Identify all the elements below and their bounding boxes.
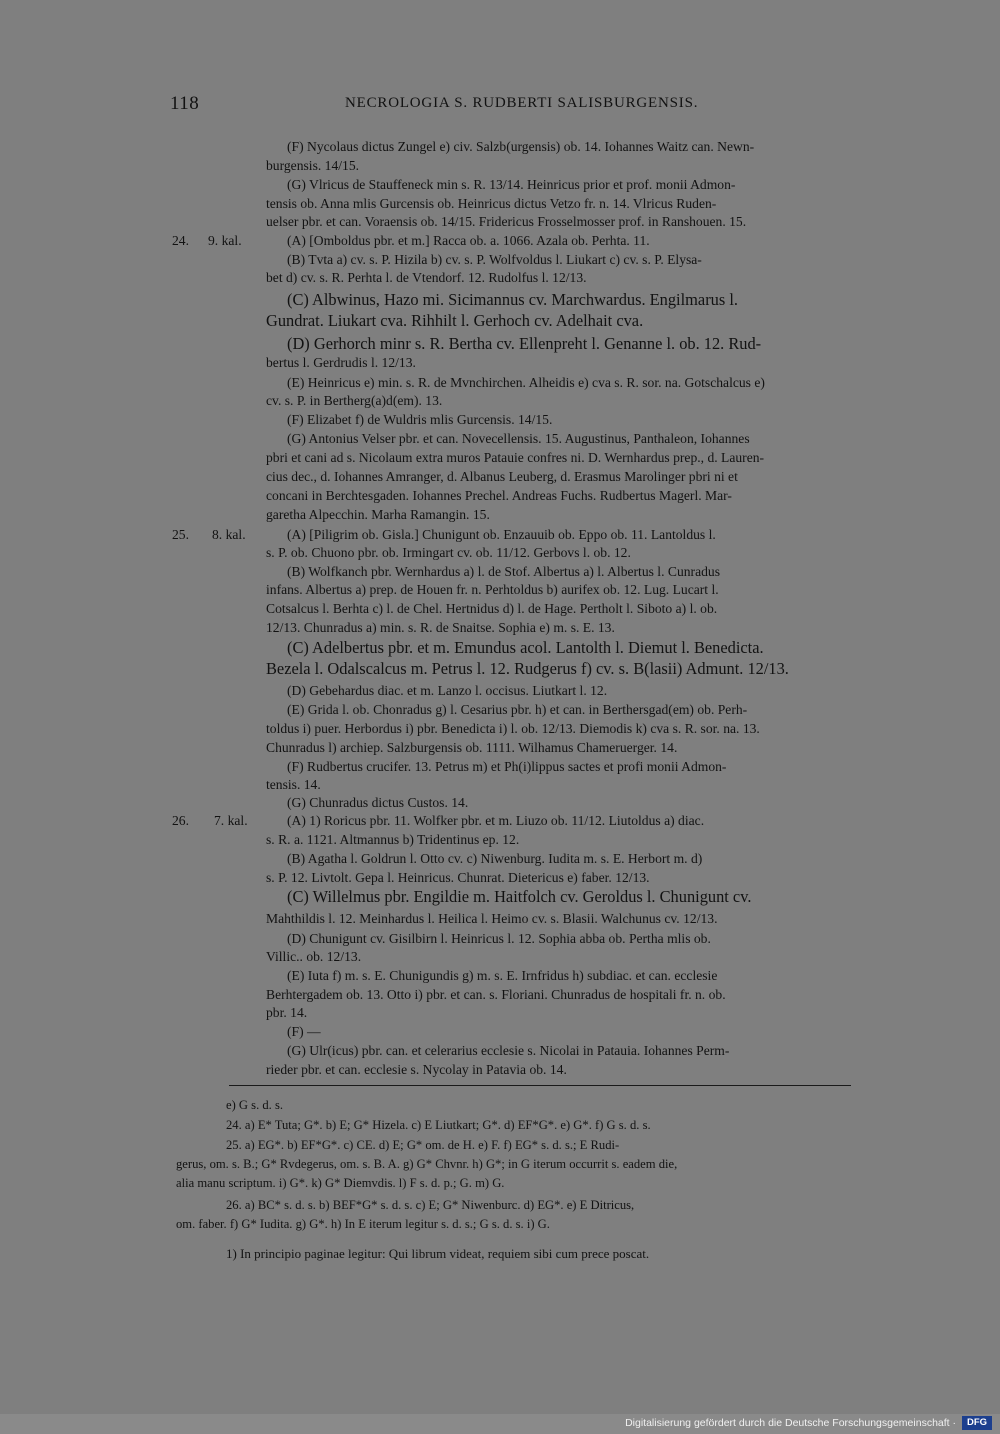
text-line: cv. s. P. in Bertherg(a)d(em). 13.	[266, 393, 443, 408]
text-line: Villic.. ob. 12/13.	[266, 949, 362, 964]
footnote-line: 26. a) BC* s. d. s. b) BEF*G* s. d. s. c) E; G* Niwenburc. d) EG*. e) E Ditricus,	[226, 1198, 635, 1212]
text-line: Bezela l. Odalscalcus m. Petrus l. 12. Rudgerus f) cv. s. B(lasii) Admunt. 12/13.	[266, 659, 789, 678]
text-line: (D) Gerhorch minr s. R. Bertha cv. Ellenpreht l. Genanne l. ob. 12. Rud-	[287, 334, 762, 353]
dfg-logo[interactable]: DFG	[962, 1416, 992, 1430]
text-line: (A) [Piligrim ob. Gisla.] Chunigunt ob. Enzauuib ob. Eppo ob. 11. Lantoldus l.	[287, 527, 716, 542]
text-line: (C) Adelbertus pbr. et m. Emundus acol. Lantolth l. Diemut l. Benedicta.	[287, 638, 764, 657]
text-line: infans. Albertus a) prep. de Houen fr. n. Perhtoldus b) aurifex ob. 12. Lug. Lucart l.	[266, 582, 719, 597]
footnote-line: om. faber. f) G* Iudita. g) G*. h) In E iterum legitur s. d. s.; G s. d. s. i) G.	[176, 1217, 550, 1231]
text-line: (E) Iuta f) m. s. E. Chunigundis g) m. s. E. Irnfridus h) subdiac. et can. ecclesie	[287, 968, 718, 983]
text-line: Chunradus l) archiep. Salzburgensis ob. 1111. Wilhamus Chameruerger. 14.	[266, 740, 678, 755]
text-line: tensis ob. Anna mlis Gurcensis ob. Heinricus dictus Vetzo fr. n. 14. Vlricus Ruden-	[266, 196, 717, 211]
text-line: burgensis. 14/15.	[266, 158, 360, 173]
day-number: 26.	[172, 813, 189, 828]
text-line: (B) Tvta a) cv. s. P. Hizila b) cv. s. P. Wolfvoldus l. Liukart c) cv. s. P. Elysa-	[287, 252, 702, 267]
text-line: (C) Willelmus pbr. Engildie m. Haitfolch cv. Geroldus l. Chunigunt cv.	[287, 887, 752, 906]
text-line: (G) Chunradus dictus Custos. 14.	[287, 795, 469, 810]
text-line: uelser pbr. et can. Voraensis ob. 14/15. Fridericus Frosselmosser prof. in Ranshouen. 15.	[266, 214, 747, 229]
page-header	[170, 93, 890, 117]
text-line: (F) Rudbertus crucifer. 13. Petrus m) et Ph(i)lippus sactes et profi monii Admon-	[287, 759, 727, 774]
footnote-line: gerus, om. s. B.; G* Rvdegerus, om. s. B. A. g) G* Chvnr. h) G*; in G iterum occurrit s. eadem die,	[176, 1157, 678, 1171]
day-date: 9. kal.	[208, 233, 242, 248]
footnote-line: 25. a) EG*. b) EF*G*. c) CE. d) E; G* om. de H. e) F. f) EG* s. d. s.; E Rudi-	[226, 1138, 620, 1152]
day-number: 24.	[172, 233, 189, 248]
text-line: (F) Nycolaus dictus Zungel e) civ. Salzb(urgensis) ob. 14. Iohannes Waitz can. Newn-	[287, 139, 755, 154]
text-line: Mahthildis l. 12. Meinhardus l. Heilica l. Heimo cv. s. Blasii. Walchunus cv. 12/13.	[266, 911, 718, 926]
text-line: (E) Heinricus e) min. s. R. de Mvnchirchen. Alheidis e) cva s. R. sor. na. Gotschalcus e)	[287, 375, 765, 390]
footnote-line: e) G s. d. s.	[226, 1098, 284, 1112]
text-line: (G) Antonius Velser pbr. et can. Novecellensis. 15. Augustinus, Panthaleon, Iohannes	[287, 431, 750, 446]
text-line: pbri et cani ad s. Nicolaum extra muros Patauie confres ni. D. Wernhardus prep., d. Lauren-	[266, 450, 765, 465]
marginal-footnote: 1) In principio paginae legitur: Qui librum videat, requiem sibi cum prece poscat.	[226, 1246, 650, 1261]
text-line: cius dec., d. Iohannes Amranger, d. Albanus Leuberg, d. Erasmus Marolinger pbri ni et	[266, 469, 738, 484]
text-line: Berhtergadem ob. 13. Otto i) pbr. et can. s. Floriani. Chunradus de hospitali fr. n. ob.	[266, 987, 726, 1002]
text-line: (B) Agatha l. Goldrun l. Otto cv. c) Niwenburg. Iudita m. s. E. Herbort m. d)	[287, 851, 703, 866]
day-number: 25.	[172, 527, 189, 542]
text-line: (G) Vlricus de Stauffeneck min s. R. 13/14. Heinricus prior et prof. monii Admon-	[287, 177, 736, 192]
text-line: (F) Elizabet f) de Wuldris mlis Gurcensis. 14/15.	[287, 412, 553, 427]
text-line: (C) Albwinus, Hazo mi. Sicimannus cv. Marchwardus. Engilmarus l.	[287, 290, 738, 309]
text-line: s. P. ob. Chuono pbr. ob. Irmingart cv. ob. 11/12. Gerbovs l. ob. 12.	[266, 545, 631, 560]
text-line: bet d) cv. s. R. Perhta l. de Vtendorf. 12. Rudolfus l. 12/13.	[266, 270, 587, 285]
text-line: rieder pbr. et can. ecclesie s. Nycolay in Patavia ob. 14.	[266, 1062, 567, 1077]
text-line: (B) Wolfkanch pbr. Wernhardus a) l. de Stof. Albertus a) l. Albertus l. Cunradus	[287, 564, 720, 579]
text-line: concani in Berchtesgaden. Iohannes Prechel. Andreas Fuchs. Rudbertus Magerl. Mar-	[266, 488, 732, 503]
text-line: (D) Chunigunt cv. Gisilbirn l. Heinricus l. 12. Sophia abba ob. Pertha mlis ob.	[287, 931, 711, 946]
footnote-line: alia manu scriptum. i) G*. k) G* Diemvdis. l) F s. d. p.; G. m) G.	[176, 1176, 505, 1190]
text-line: Cotsalcus l. Berhta c) l. de Chel. Hertnidus d) l. de Hage. Pertholt l. Siboto a) l. ob.	[266, 601, 718, 616]
text-line: pbr. 14.	[266, 1005, 308, 1020]
page-number: 118	[170, 93, 200, 114]
text-line: (A) 1) Roricus pbr. 11. Wolfker pbr. et m. Liuzo ob. 11/12. Liutoldus a) diac.	[287, 813, 705, 828]
text-line: toldus i) puer. Herbordus i) pbr. Benedicta i) l. ob. 12/13. Diemodis k) cva s. R. sor. na. 13.	[266, 721, 760, 736]
text-line: garetha Alpecchin. Marha Ramangin. 15.	[266, 507, 490, 522]
text-line: (E) Grida l. ob. Chonradus g) l. Cesarius pbr. h) et can. in Berthersgad(em) ob. Perh-	[287, 702, 748, 717]
text-line: s. R. a. 1121. Altmannus b) Tridentinus ep. 12.	[266, 832, 520, 847]
text-line: s. P. 12. Livtolt. Gepa l. Heinricus. Chunrat. Dietericus e) faber. 12/13.	[266, 870, 650, 885]
text-line: (F) —	[287, 1024, 321, 1039]
text-line: (D) Gebehardus diac. et m. Lanzo l. occisus. Liutkart l. 12.	[287, 683, 608, 698]
text-line: 12/13. Chunradus a) min. s. R. de Snaitse. Sophia e) m. s. E. 13.	[266, 620, 615, 635]
day-date: 7. kal.	[214, 813, 248, 828]
footnote-line: 24. a) E* Tuta; G*. b) E; G* Hizela. c) E Liutkart; G*. d) EF*G*. e) G*. f) G s. d. s.	[226, 1118, 651, 1132]
text-line: (A) [Omboldus pbr. et m.] Racca ob. a. 1066. Azala ob. Perhta. 11.	[287, 233, 650, 248]
text-line: Gundrat. Liukart cva. Rihhilt l. Gerhoch cv. Adelhait cva.	[266, 311, 644, 330]
day-date: 8. kal.	[212, 527, 246, 542]
text-line: tensis. 14.	[266, 777, 321, 792]
text-line: (G) Ulr(icus) pbr. can. et celerarius ecclesie s. Nicolai in Patauia. Iohannes Perm-	[287, 1043, 730, 1058]
footnote-divider	[229, 1085, 851, 1086]
digitization-footer	[0, 1414, 1000, 1434]
running-title: NECROLOGIA S. RUDBERTI SALISBURGENSIS.	[345, 95, 699, 111]
text-line: bertus l. Gerdrudis l. 12/13.	[266, 355, 416, 370]
funding-credit[interactable]: Digitalisierung gefördert durch die Deutsche Forschungsgemeinschaft ·	[625, 1417, 956, 1429]
